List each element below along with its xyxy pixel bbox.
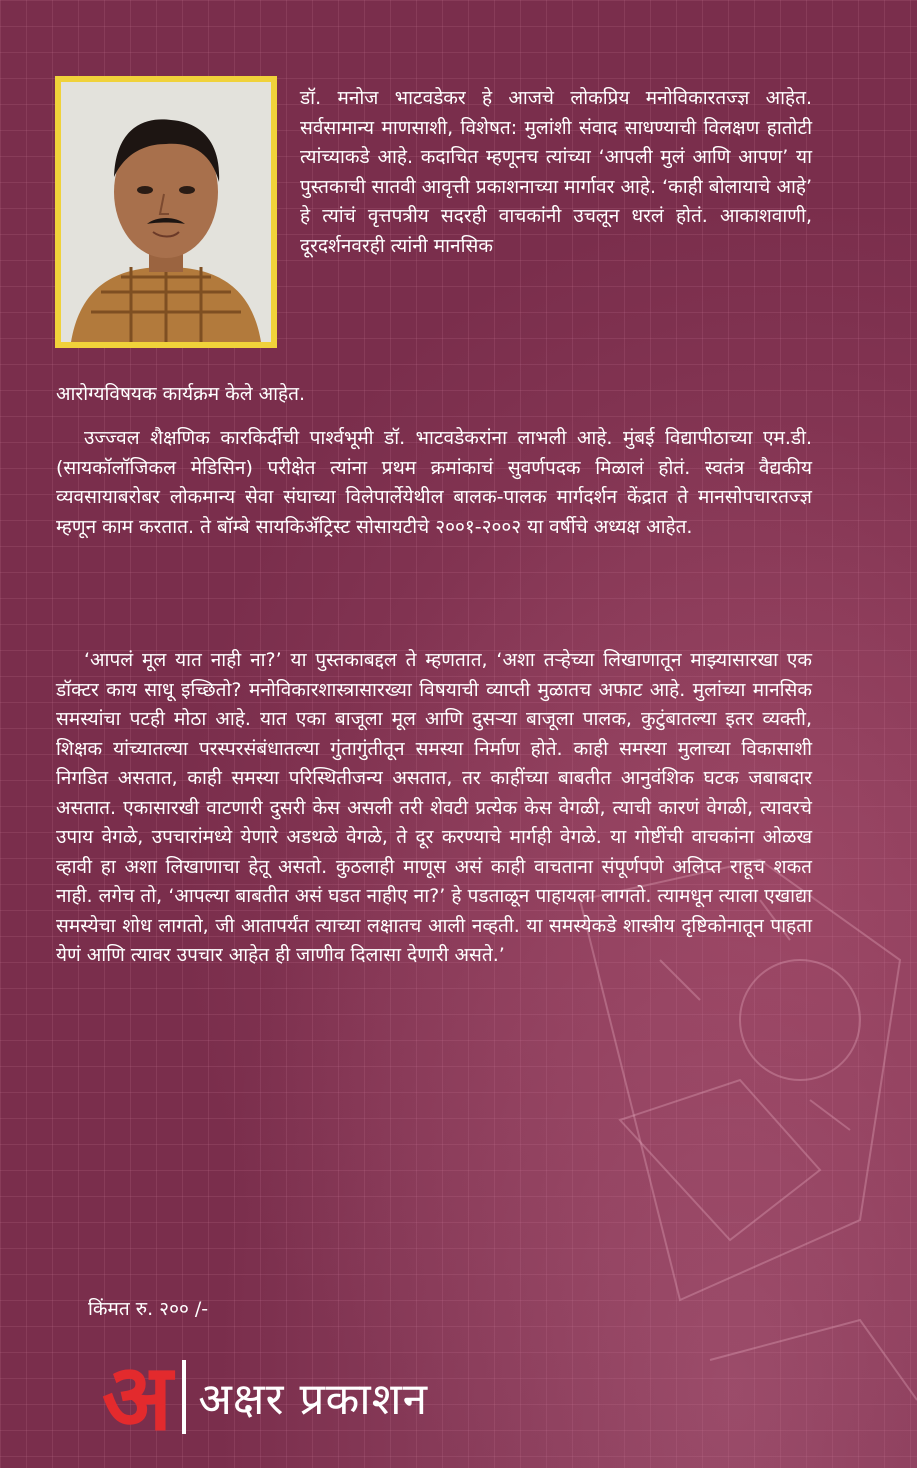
bio-paragraph-1-continued: आरोग्यविषयक कार्यक्रम केले आहेत. [56, 383, 306, 405]
publisher-name: अक्षर प्रकाशन [198, 1374, 429, 1425]
publisher-logo-divider [182, 1360, 186, 1434]
author-portrait-illustration [61, 82, 271, 342]
price-label: किंमत रु. २०० /- [88, 1298, 209, 1320]
publisher-logo [102, 1343, 429, 1451]
bio-paragraph-2: उज्ज्वल शैक्षणिक कारकिर्दीची पार्श्वभूमी डॉ. भाटवडेकरांना लाभली आहे. मुंबई विद्यापीठाच्या एम.डी. (सायकॉलॉजिकल मेडिसिन) परीक्षेत त्यांना प्रथम क्रमांकाचं सुवर्णपदक मिळालं होतं. स्वतंत्र वैद्यकीय व्यवसायाबरोबर लोकमान्य सेवा संघाच्या विलेपार्लेयेथील बालक-पालक मार्गदर्शन केंद्रात ते मानसोपचारतज्ज्ञ म्हणून काम करतात. ते बॉम्बे सायकिॲट्रिस्ट सोसायटीचे २००१-२००२ या वर्षीचे अध्यक्ष आहेत. [56, 427, 812, 538]
author-photo [61, 82, 271, 342]
publisher-logo-mark: अ [102, 1343, 173, 1451]
bio-paragraph-1: डॉ. मनोज भाटवडेकर हे आजचे लोकप्रिय मनोविकारतज्ज्ञ आहेत. सर्वसामान्य माणसाशी, विशेषत: मुलांशी संवाद साधण्याची विलक्षण हातोटी त्यांच्याकडे आहे. कदाचित म्हणूनच त्यांच्या ‘आपली मुलं आणि आपण’ या पुस्तकाची सातवी आवृत्ती प्रकाशनाच्या मार्गावर आहे. ‘काही बोलायाचे आहे’ हे त्यांचं वृत्तपत्रीय सदरही वाचकांनी उचलून धरलं होतं. आकाशवाणी, दूरदर्शनवरही त्यांनी मानसिक [300, 87, 812, 257]
book-quote-paragraph: ‘आपलं मूल यात नाही ना?’ या पुस्तकाबद्दल ते म्हणतात, ‘अशा तऱ्हेच्या लिखाणातून माझ्यासारखा एक डॉक्टर काय साधू इच्छितो? मनोविकारशास्त्रासारख्या विषयाची व्याप्ती मुळातच अफाट आहे. मुलांच्या मानसिक समस्यांचा पटही मोठा आहे. यात एका बाजूला मूल आणि दुसऱ्या बाजूला पालक, कुटुंबातल्या इतर व्यक्ती, शिक्षक यांच्यातल्या परस्परसंबंधातल्या गुंतागुंतीतून समस्या निर्माण होते. काही समस्या मुलाच्या विकासाशी निगडित असतात, काही समस्या परिस्थितीजन्य असतात, तर काहींच्या बाबतीत आनुवंशिक घटक जबाबदार असतात. एकासारखी वाटणारी दुसरी केस असली तरी शेवटी प्रत्येक केस वेगळी, त्याची कारणं वेगळी, त्यावरचे उपाय वेगळे, उपचारांमध्ये येणारे अडथळे वेगळे, ते दूर करण्याचे मार्गही वेगळे. या गोष्टींची वाचकांना ओळख व्हावी हा अशा लिखाणाचा हेतू असतो. कुठलाही माणूस असं काही वाचताना संपूर्णपणे अलिप्त राहूच शकत नाही. लगेच तो, ‘आपल्या बाबतीत असं घडत नाहीए ना?’ हे पडताळून पाहायला लागतो. त्यामधून त्याला एखाद्या समस्येचा शोध लागतो, जी आतापर्यंत त्याच्या लक्षातच आली नव्हती. या समस्येकडे शास्त्रीय दृष्टिकोनातून पाहता येणं आणि त्यावर उपचार आहेत ही जाणीव दिलासा देणारी असते.’ [56, 649, 812, 966]
author-photo-frame [55, 76, 277, 348]
